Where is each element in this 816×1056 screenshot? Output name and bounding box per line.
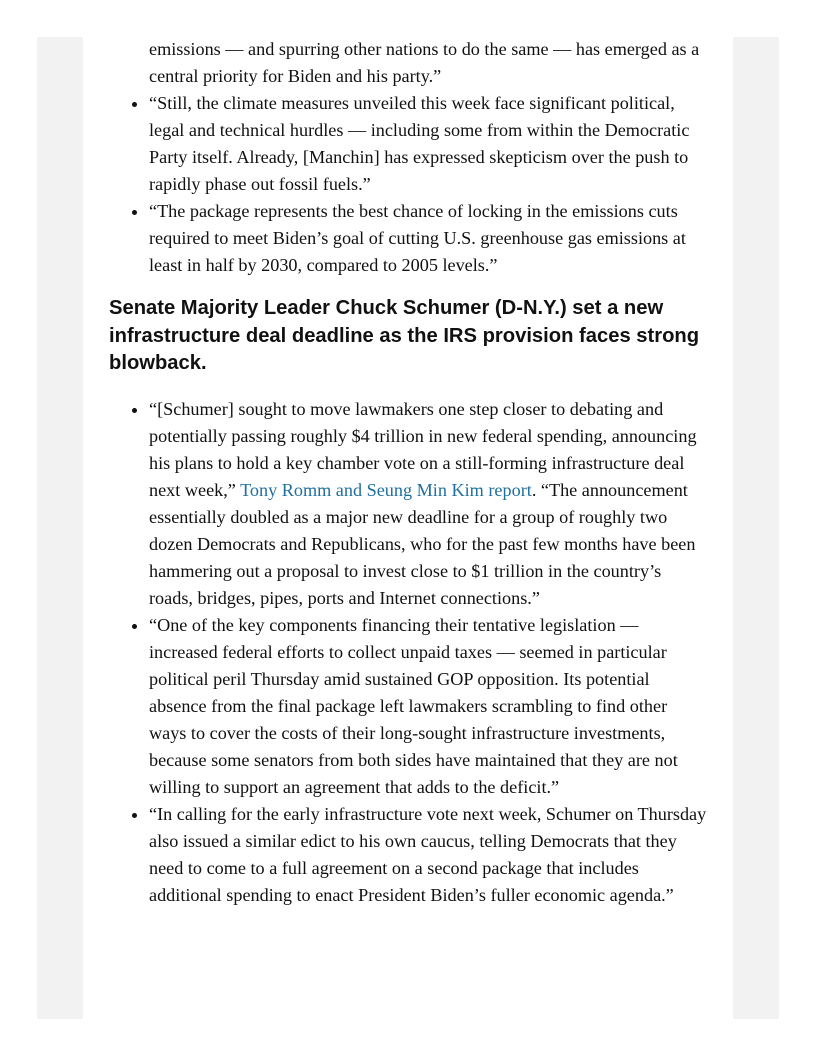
report-link[interactable]: Tony Romm and Seung Min Kim report	[240, 479, 532, 500]
list-item: • “Still, the climate measures unveiled this week face significant political, legal and technical hurdles — including some from within the Democratic Party itself. Already, [Manchin] has expressed skepticism over the push to rapidly phase out fossil fuels.”	[149, 90, 709, 198]
list-item	[149, 396, 709, 612]
schumer-quotes-list	[109, 396, 709, 909]
right-margin-panel	[733, 37, 779, 1019]
quote-text: . “The announcement essentially doubled as a major new deadline for a group of roughly two dozen Democrats and Republicans, who for the past few months have been hammering out a proposal to invest close to $1 trillion in the country’s roads, bridges, pipes, ports and Internet connections.”	[149, 479, 696, 608]
list-item: • “In calling for the early infrastructure vote next week, Schumer on Thursday also issued a similar edict to his own caucus, telling Democrats that they need to come to a full agreement on a second package that includes additional spending to enact President Biden’s fuller economic agenda.”	[149, 801, 709, 909]
article-body	[109, 36, 709, 909]
list-item-continued: emissions — and spurring other nations to do the same — has emerged as a central priority for Biden and his party.”	[149, 39, 700, 86]
climate-quotes-list-continued	[109, 36, 709, 90]
list-item: • “The package represents the best chance of locking in the emissions cuts required to meet Biden’s goal of cutting U.S. greenhouse gas emissions at least in half by 2030, compared to 2005 levels.”	[149, 198, 709, 279]
climate-quotes-list	[109, 90, 709, 279]
list-item: • “One of the key components financing their tentative legislation — increased federal efforts to collect unpaid taxes — seemed in particular political peril Thursday amid sustained GOP opposition. Its potential absence from the final package left lawmakers scrambling to find other ways to cover the costs of their long-sought infrastructure investments, because some senators from both sides have maintained that they are not willing to support an agreement that adds to the deficit.”	[149, 612, 709, 801]
quote-text: “[Schumer] sought to move lawmakers one step closer to debating and potentially passing roughly $4 trillion in new federal spending, announcing his plans to hold a key chamber vote on a still-forming infrastructure deal next week,”	[149, 398, 697, 500]
section-heading: Senate Majority Leader Chuck Schumer (D-N.Y.) set a new infrastructure deal deadline as the IRS provision faces strong blowback.	[109, 297, 700, 374]
left-margin-panel	[37, 37, 83, 1019]
